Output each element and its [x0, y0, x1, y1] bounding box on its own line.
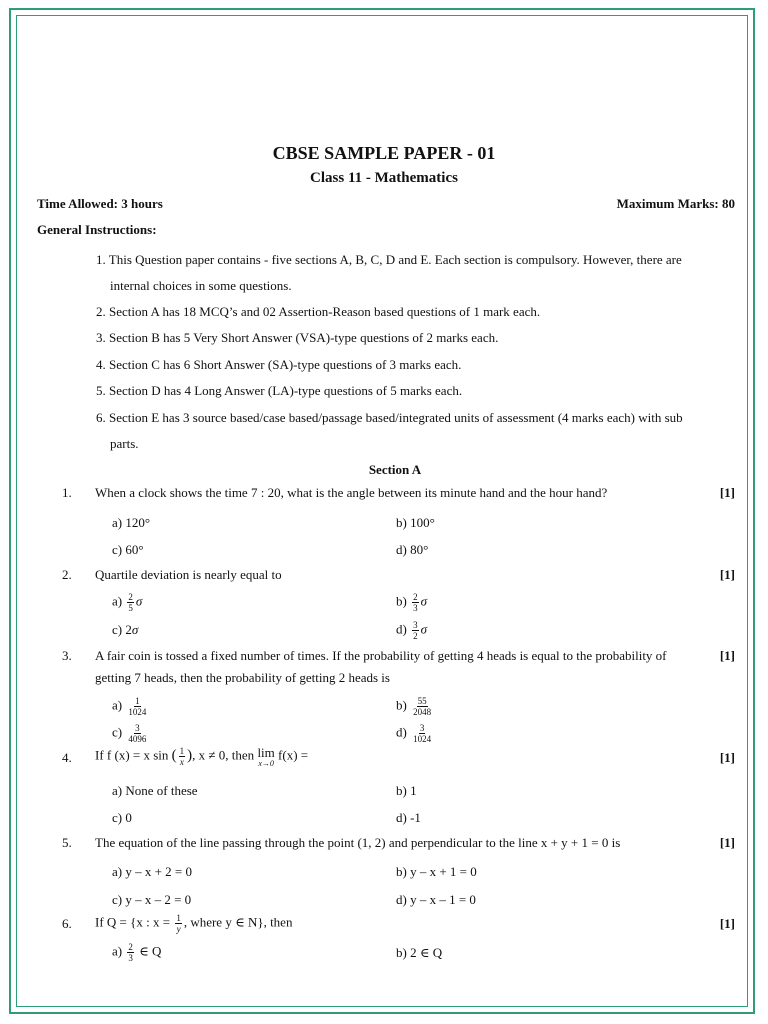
question-marks: [1]	[719, 916, 735, 931]
question-text: If Q = {x : x = $\frac{1}{y}$ , where y ∈ N}, then	[95, 913, 293, 934]
question-marks: [1]	[719, 485, 735, 500]
instruction-line: 1. This Question paper contains - five sections A, B, C, D and E. Each section is compulsory. However, there are	[96, 252, 682, 267]
question-number: 2.	[62, 567, 72, 582]
question-text: When a clock shows the time 7 : 20, what is the angle between its minute hand and the hour hand?	[95, 485, 608, 500]
question-text: If f (x) = x sin ( $\frac{1}{x}$ ), x ≠ 0, then lim x→0 f(x) =	[95, 745, 309, 768]
option-label: c) 2	[112, 622, 132, 637]
instruction-line: 2. Section A has 18 MCQ’s and 02 Assertion-Reason based questions of 1 mark each.	[96, 304, 541, 319]
option-b: b) y – x + 1 = 0	[396, 864, 477, 879]
question-number: 1.	[62, 485, 72, 500]
question-number: 4.	[62, 750, 72, 765]
question-text: The equation of the line passing through the point (1, 2) and perpendicular to the line x + y + 1 = 0 is	[95, 835, 621, 850]
fraction: $\frac{1}{x}$	[179, 746, 185, 767]
fraction: $\frac{2}{5}$	[128, 592, 133, 613]
element-of-q: ∈ Q	[139, 943, 162, 959]
option-a: a) 120°	[112, 515, 151, 530]
maximum-marks: Maximum Marks: 80	[616, 196, 735, 211]
option-d: d) y – x – 1 = 0	[396, 892, 476, 907]
fraction: $\frac{55}{2048}$	[413, 696, 432, 717]
fraction: $\frac{1}{1024}$	[128, 696, 147, 717]
question-number: 5.	[62, 835, 72, 850]
sigma-symbol: σ	[420, 621, 428, 637]
instruction-line: 4. Section C has 6 Short Answer (SA)-type questions of 3 marks each.	[96, 357, 462, 372]
instruction-line: 5. Section D has 4 Long Answer (LA)-type questions of 5 marks each.	[96, 383, 463, 398]
question-marks: [1]	[719, 835, 735, 850]
sigma-symbol: σ	[420, 593, 428, 609]
time-allowed: Time Allowed: 3 hours	[37, 196, 163, 211]
instruction-line: parts.	[110, 436, 139, 451]
option-label: d)	[396, 724, 407, 740]
option-d: d) 80°	[396, 542, 429, 557]
option-c: c) 60°	[112, 542, 144, 557]
option-label: b)	[396, 593, 407, 609]
option-b: b) 2 ∈ Q	[396, 945, 443, 960]
option-a: a) y – x + 2 = 0	[112, 864, 193, 879]
instruction-line: internal choices in some questions.	[110, 278, 292, 293]
question-text: A fair coin is tossed a fixed number of times. If the probability of getting 4 heads is equal to the probability of	[95, 648, 667, 663]
option-label: c)	[112, 724, 123, 740]
option-a	[112, 592, 142, 613]
option-c: c) 0	[112, 810, 132, 825]
option-c	[112, 622, 138, 638]
question-number: 6.	[62, 916, 72, 931]
limit-operator: lim x→0	[257, 745, 275, 768]
sigma-symbol: σ	[131, 622, 139, 637]
question-marks: [1]	[719, 567, 735, 582]
option-c	[112, 723, 149, 744]
fraction: $\frac{3}{1024}$	[413, 723, 432, 744]
sigma-symbol: σ	[135, 593, 143, 609]
option-d	[396, 620, 427, 641]
paper-title: CBSE SAMPLE PAPER - 01	[272, 143, 496, 163]
section-heading: Section A	[368, 462, 422, 477]
option-label: b)	[396, 697, 407, 713]
option-label: a)	[112, 943, 123, 959]
option-d	[396, 723, 434, 744]
option-b: b) 1	[396, 783, 417, 798]
option-c: c) y – x – 2 = 0	[112, 892, 192, 907]
option-a	[112, 942, 161, 963]
fraction: $\frac{3}{4096}$	[128, 723, 147, 744]
fraction: $\frac{3}{2}$	[413, 620, 418, 641]
instruction-line: 6. Section E has 3 source based/case based/passage based/integrated units of assessment (4 marks each) with sub	[96, 410, 683, 425]
question-number: 3.	[62, 648, 72, 663]
question-marks: [1]	[719, 648, 735, 663]
option-a: a) None of these	[112, 783, 198, 798]
fraction: $\frac{2}{3}$	[413, 592, 418, 613]
paper-subtitle: Class 11 - Mathematics	[310, 170, 458, 186]
question-text: Quartile deviation is nearly equal to	[95, 567, 282, 582]
question-text-continued: getting 7 heads, then the probability of getting 2 heads is	[95, 670, 390, 685]
fraction: $\frac{2}{3}$	[128, 942, 133, 963]
option-label: d)	[396, 621, 407, 637]
option-d: d) -1	[396, 810, 421, 825]
option-b	[396, 592, 427, 613]
instructions-heading: General Instructions:	[37, 222, 157, 237]
option-b	[396, 696, 434, 717]
option-b: b) 100°	[396, 515, 435, 530]
fraction: $\frac{1}{y}$	[176, 913, 181, 934]
question-marks: [1]	[719, 750, 735, 765]
option-label: a)	[112, 593, 123, 609]
option-label: a)	[112, 697, 123, 713]
option-a	[112, 696, 149, 717]
instruction-line: 3. Section B has 5 Very Short Answer (VSA)-type questions of 2 marks each.	[96, 330, 499, 345]
